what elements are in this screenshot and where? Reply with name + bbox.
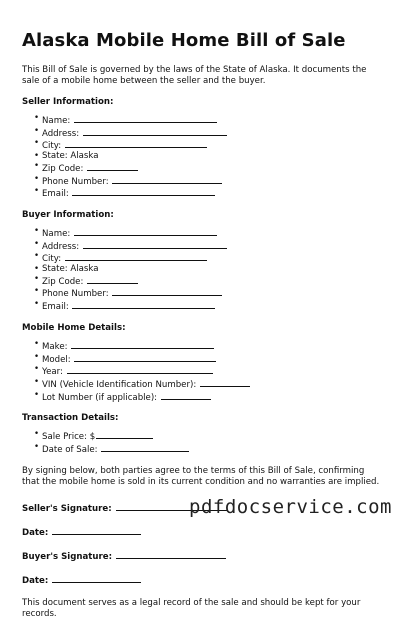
home-lot-field[interactable]: • Lot Number (if applicable): <box>34 391 384 404</box>
buyer-zip-field[interactable]: • Zip Code: <box>34 275 384 288</box>
buyer-state-field: • State: Alaska <box>34 265 384 275</box>
buyer-date-line[interactable]: Date: <box>22 574 384 586</box>
transaction-fields <box>22 430 384 455</box>
agreement-paragraph: By signing below, both parties agree to the terms of this Bill of Sale, confirming that the mobile home is sold in its current condition and no warranties are implied. <box>22 465 380 487</box>
intro-paragraph: This Bill of Sale is governed by the laws of the State of Alaska. It documents the sale of a mobile home between the seller and the buyer. <box>22 65 367 86</box>
home-heading: Mobile Home Details: <box>22 322 126 333</box>
seller-zip-field[interactable]: • Zip Code: <box>34 162 384 175</box>
home-model-field[interactable]: • Model: <box>34 353 384 366</box>
home-fields <box>22 340 384 404</box>
document-title: Alaska Mobile Home Bill of Sale <box>22 30 346 51</box>
buyer-fields <box>22 227 384 313</box>
sale-price-field[interactable]: • Sale Price: $ <box>34 430 384 443</box>
buyer-email-field[interactable]: • Email: <box>34 300 384 313</box>
footer-note: This document serves as a legal record of the sale and should be kept for your records. <box>22 597 361 619</box>
home-year-field[interactable]: • Year: <box>34 365 384 378</box>
buyer-address-field[interactable]: • Address: <box>34 240 384 253</box>
seller-fields <box>22 114 384 200</box>
transaction-heading: Transaction Details: <box>22 413 119 424</box>
seller-email-field[interactable]: • Email: <box>34 187 384 200</box>
home-make-field[interactable]: • Make: <box>34 340 384 353</box>
seller-address-field[interactable]: • Address: <box>34 127 384 140</box>
buyer-city-field[interactable]: • City: <box>34 252 384 265</box>
sale-date-field[interactable]: • Date of Sale: <box>34 443 384 456</box>
home-vin-field[interactable]: • VIN (Vehicle Identification Number): <box>34 378 384 391</box>
seller-heading: Seller Information: <box>22 97 114 107</box>
buyer-heading: Buyer Information: <box>22 209 114 220</box>
seller-state-field: • State: Alaska <box>34 152 384 162</box>
seller-signature-line[interactable]: Seller's Signature: <box>22 502 384 514</box>
buyer-signature-line[interactable]: Buyer's Signature: <box>22 550 384 562</box>
seller-phone-field[interactable]: • Phone Number: <box>34 175 384 188</box>
watermark-text: pdfdocservice.com <box>189 496 392 518</box>
buyer-phone-field[interactable]: • Phone Number: <box>34 287 384 300</box>
seller-city-field[interactable]: • City: <box>34 139 384 152</box>
seller-name-field[interactable]: • Name: <box>34 114 384 127</box>
buyer-name-field[interactable]: • Name: <box>34 227 384 240</box>
seller-date-line[interactable]: Date: <box>22 526 384 538</box>
